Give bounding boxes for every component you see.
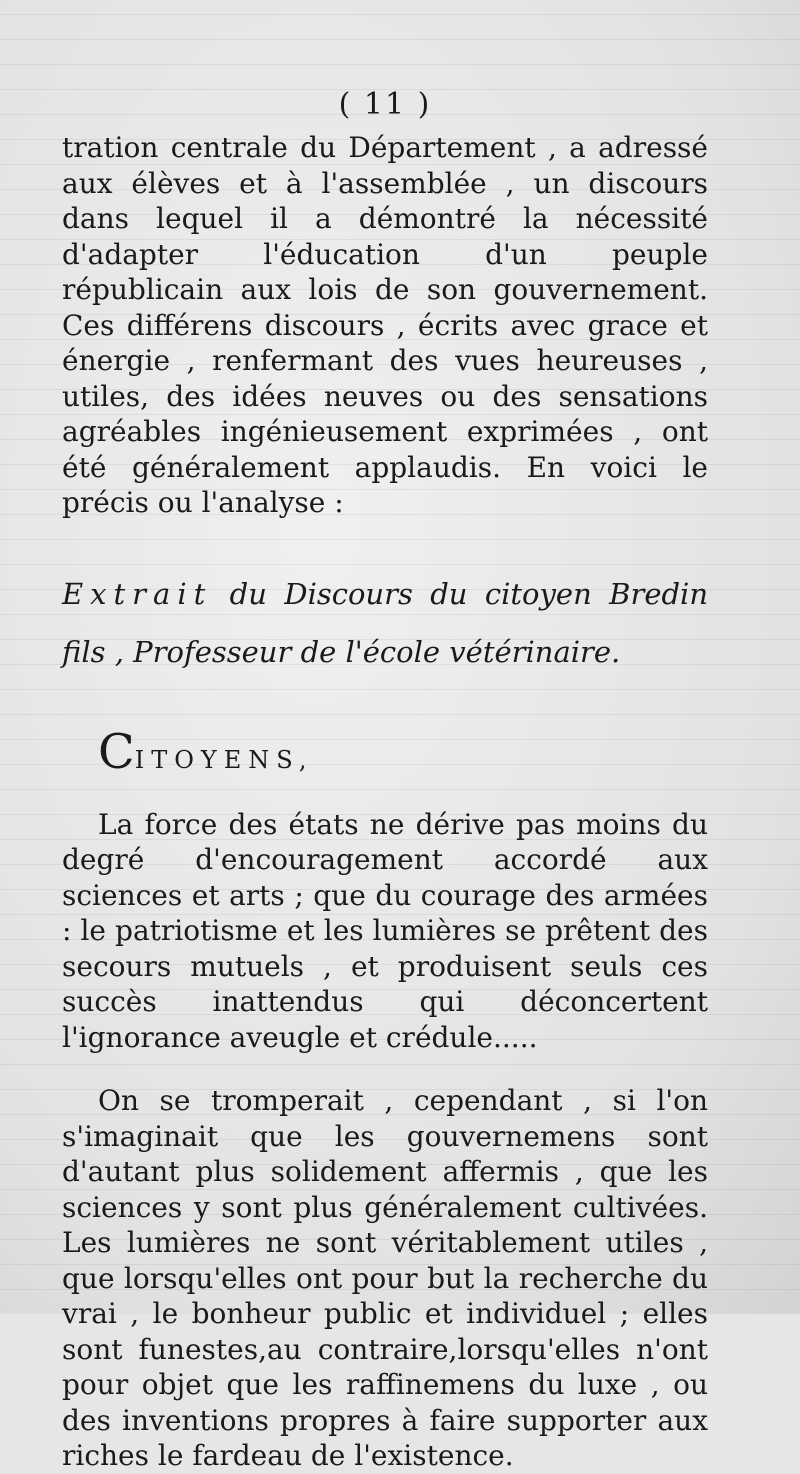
extract-label: Extrait xyxy=(62,576,213,611)
salutation-drop-cap: C xyxy=(98,723,135,780)
paragraph-force-des-etats: La force des états ne dérive pas moins du degré d'encouragement accordé aux sciences et arts ; que du courage des armées : le patriotisme et les lumières se prêtent des secours mutuels , et produisent seuls ces succès inattendus qui déconcertent l'ignorance aveugle et crédule..... xyxy=(62,807,708,1054)
salutation-text: ITOYENS, xyxy=(134,745,314,774)
paragraph-on-se-tromperait: On se tromperait , cependant , si l'on s'imaginait que les gouvernemens sont d'autant plus solidement affermis , que les sciences y sont plus généralement cultivées. Les lumières ne sont véritablement utiles , que lorsqu'elles ont pour but la recherche du vrai , le bonheur public et individuel ; elles sont funestes,au contraire,lorsqu'elles n'ont pour objet que les raffinemens du luxe , ou des inventions propres à faire supporter aux riches le fardeau de l'existence. xyxy=(62,1084,708,1472)
extract-heading xyxy=(62,565,708,681)
page-number: ( 11 ) xyxy=(338,87,432,122)
intro-paragraph: tration centrale du Département , a adressé aux élèves et à l'assemblée , un discours dans lequel il a démontré la nécessité d'adapter l'éducation d'un peuple républicain aux lois de son gouvernement. Ces différens discours , écrits avec grace et énergie , renfermant des vues heureuses , utiles, des idées neuves ou des sensations agréables ingénieusement exprimées , ont été généralement applaudis. En voici le précis ou l'analyse : xyxy=(62,131,708,519)
extract-title: du Discours du citoyen Bredin fils , Professeur de l'école vétérinaire. xyxy=(62,576,708,669)
salutation xyxy=(62,717,708,787)
